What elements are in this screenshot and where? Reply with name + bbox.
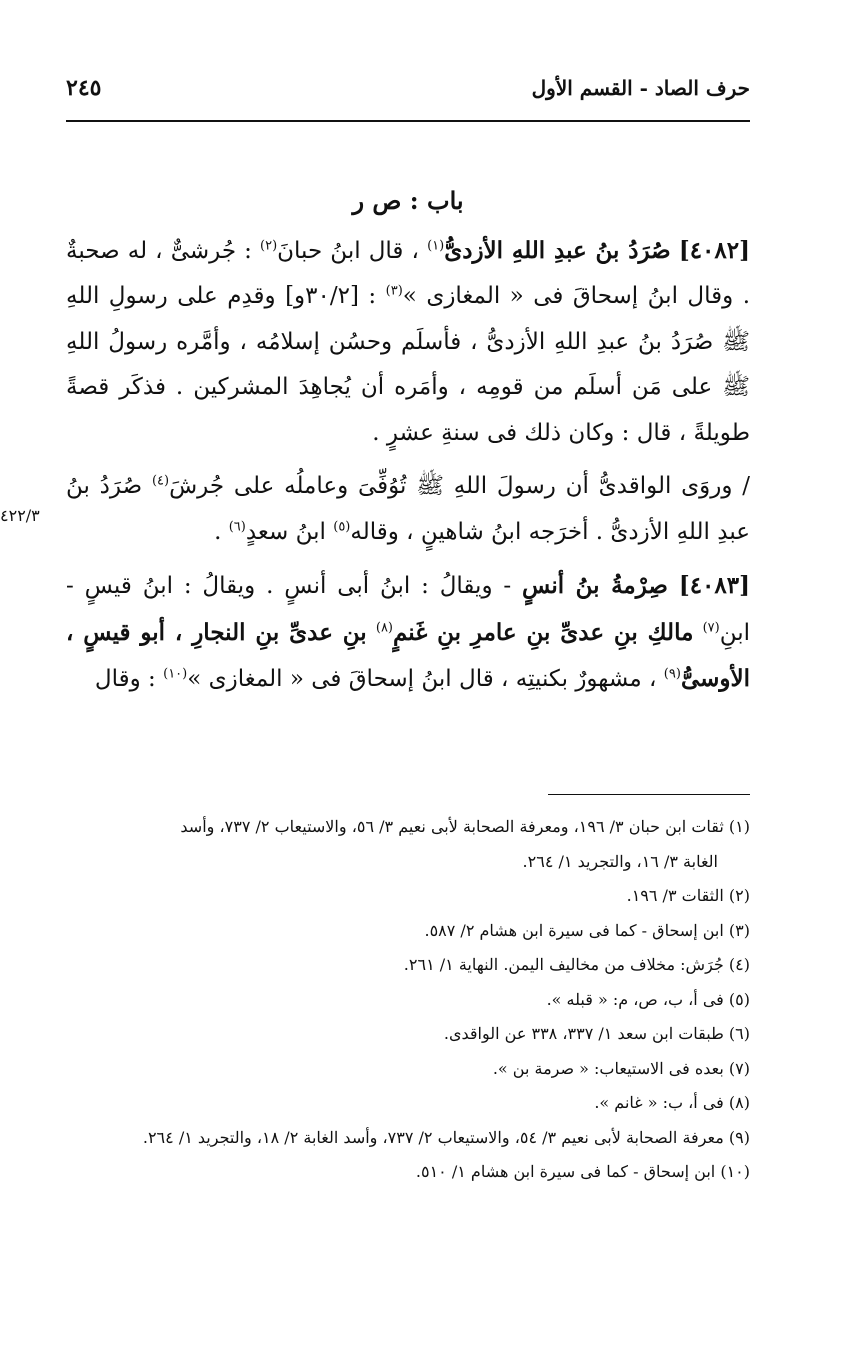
note-ref: ٧ (707, 619, 715, 635)
entry-text: - ويقالُ : ابنُ أبى أنسٍ . ويقالُ : ابنُ قيسٍ - ابنِ (66, 573, 751, 646)
entry-text: . (214, 518, 222, 545)
footnote: (٢) الثقات ٣/ ١٩٦. (626, 886, 750, 905)
note-ref: ١ (432, 237, 440, 253)
footnote: (٧) بعده فى الاستيعاب: « صرمة بن ». (492, 1058, 750, 1078)
entry-lineage: بنِ عدىِّ بنِ النجارِ ، أبو قيسٍ ، الأوسىُّ (66, 618, 750, 692)
footnote: (٥) فى أ، ب، ص، م: « قبله ». (546, 989, 750, 1009)
footnote: (٨) فى أ، ب: « غانم ». (594, 1093, 750, 1112)
footnote: (٣) ابن إسحاق - كما فى سيرة ابن هشام ٢/ ٥٨٧. (424, 920, 750, 940)
entry-4082: [٤٠٨٢] صُرَدُ بنُ عبدِ اللهِ الأزدىُّ$^{(١)}$ ، قال ابنُ حبانَ$^{(٢)}$ : جُرشىٌّ ، له صحبةٌ . وقال ابنُ إسحاقَ فى « المغازى »$^{(٣)}$ : [٣٠/٢و] وقدِم على رسولِ اللهِ ﷺ صُرَدُ بنُ عبدِ اللهِ الأزدىُّ ، فأسلَم وحسُن إسلامُه ، وأمَّره رسولُ اللهِ ﷺ على مَن أسلَم من قومِه ، وأمَره أن يُجاهِدَ المشركين . فذكَر قصةً طويلةً ، قال : وكان ذلك فى سنةِ عشرٍ . (66, 236, 751, 446)
entry-number: [٤٠٨٢] (678, 236, 751, 264)
entry-4082-continuation: / وروَى الواقدىُّ أن رسولَ اللهِ ﷺ تُوُفِّىَ وعاملُه على جُرشَ$^{(٤)}$ صُرَدُ بنُ عبدِ اللهِ الأزدىُّ . أخرَجه ابنُ شاهينٍ ، وقاله$^{(٥)}$ ابنُ سعدٍ$^{(٦)}$ . (66, 473, 751, 545)
note-ref: ٣ (390, 283, 398, 299)
main-text (66, 178, 750, 703)
entry-text: ، قال ابنُ حبانَ (277, 237, 419, 264)
entry-text: : وقال (94, 666, 156, 692)
footnote: (٩) معرفة الصحابة لأبى نعيم ٣/ ٥٤، والاستيعاب ٢/ ٧٣٧، وأسد الغابة ٢/ ١٨، والتجريد ١/ ٢٦٤. (142, 1127, 750, 1147)
note-ref: ٢ (265, 237, 273, 253)
footnote-rule (548, 794, 750, 795)
header-rule (66, 120, 750, 122)
footnote: (١) ثقات ابن حبان ٣/ ١٩٦، ومعرفة الصحابة لأبى نعيم ٣/ ٥٦، والاستيعاب ٢/ ٧٣٧، وأسد (180, 817, 750, 836)
entry-name: صِرْمةُ بنُ أنسٍ (522, 572, 668, 599)
note-ref: ٨ (380, 619, 388, 635)
note-ref: ٥ (338, 518, 346, 534)
note-ref: ٤ (157, 473, 164, 489)
note-ref: ١٠ (168, 666, 183, 682)
footnote: (٦) طبقات ابن سعد ١/ ٣٣٧، ٣٣٨ عن الواقدى. (443, 1024, 750, 1043)
page-header (66, 70, 750, 106)
note-ref: ٩ (668, 666, 676, 682)
entry-text: : [٣٠/٢و] وقدِم على رسولِ اللهِ ﷺ صُرَدُ بنُ عبدِ اللهِ الأزدىُّ ، فأسلَم وحسُن إسلامُه ، وأمَّره رسولُ اللهِ ﷺ على مَن أسلَم من قومِه ، وأمَره أن يُجاهِدَ المشركين . فذكَر قصةً طويلةً ، قال : وكان ذلك فى سنةِ عشرٍ . (66, 283, 750, 446)
entry-text: صُرَدُ بنُ عبدِ اللهِ الأزدىُّ . أخرَجه ابنُ شاهينٍ ، وقاله (66, 473, 750, 545)
note-ref: ٦ (233, 518, 241, 534)
entry-text: ، مشهورٌ بكنيتِه ، قال ابنُ إسحاقَ فى « المغازى » (187, 666, 657, 692)
footnotes (66, 810, 750, 1190)
entry-4083: [٤٠٨٣] صِرْمةُ بنُ أنسٍ - ويقالُ : ابنُ أبى أنسٍ . ويقالُ : ابنُ قيسٍ - ابنِ$^{(٧)}$ مالكِ بنِ عدىِّ بنِ عامرِ بنِ غَنمٍ$^{(٨)}$ بنِ عدىِّ بنِ النجارِ ، أبو قيسٍ ، الأوسىُّ$^{(٩)}$ ، مشهورٌ بكنيتِه ، قال ابنُ إسحاقَ فى « المغازى »$^{(١٠)}$ : وقال (66, 572, 751, 692)
footnote: (٤) جُرَش: مخلاف من مخاليف اليمن. النهاية ١/ ٢٦١. (403, 955, 750, 974)
entry-text: ابنُ سعدٍ (245, 518, 326, 545)
running-title: حرف الصاد - القسم الأول (531, 76, 750, 100)
entry-text: : جُرشىٌّ ، له صحبةٌ . وقال ابنُ إسحاقَ فى « المغازى » (66, 237, 751, 309)
entry-number: [٤٠٨٣] (678, 572, 751, 599)
section-title: باب : ص ر (352, 186, 464, 215)
entry-lineage: مالكِ بنِ عدىِّ بنِ عامرِ بنِ غَنمٍ (393, 618, 694, 646)
page-number: ٢٤٥ (66, 75, 102, 101)
footnote: (١٠) ابن إسحاق - كما فى سيرة ابن هشام ١/ ٥١٠. (415, 1162, 750, 1181)
entry-text: / وروَى الواقدىُّ أن رسولَ اللهِ ﷺ تُوُفِّىَ وعاملُه على جُرشَ (169, 473, 751, 499)
margin-reference: ٤٢٢/٣ (0, 506, 40, 525)
footnote-continuation: الغابة ٣/ ١٦، والتجريد ١/ ٢٦٤. (522, 851, 718, 871)
entry-name: صُرَدُ بنُ عبدِ اللهِ الأزدىُّ (444, 236, 671, 264)
